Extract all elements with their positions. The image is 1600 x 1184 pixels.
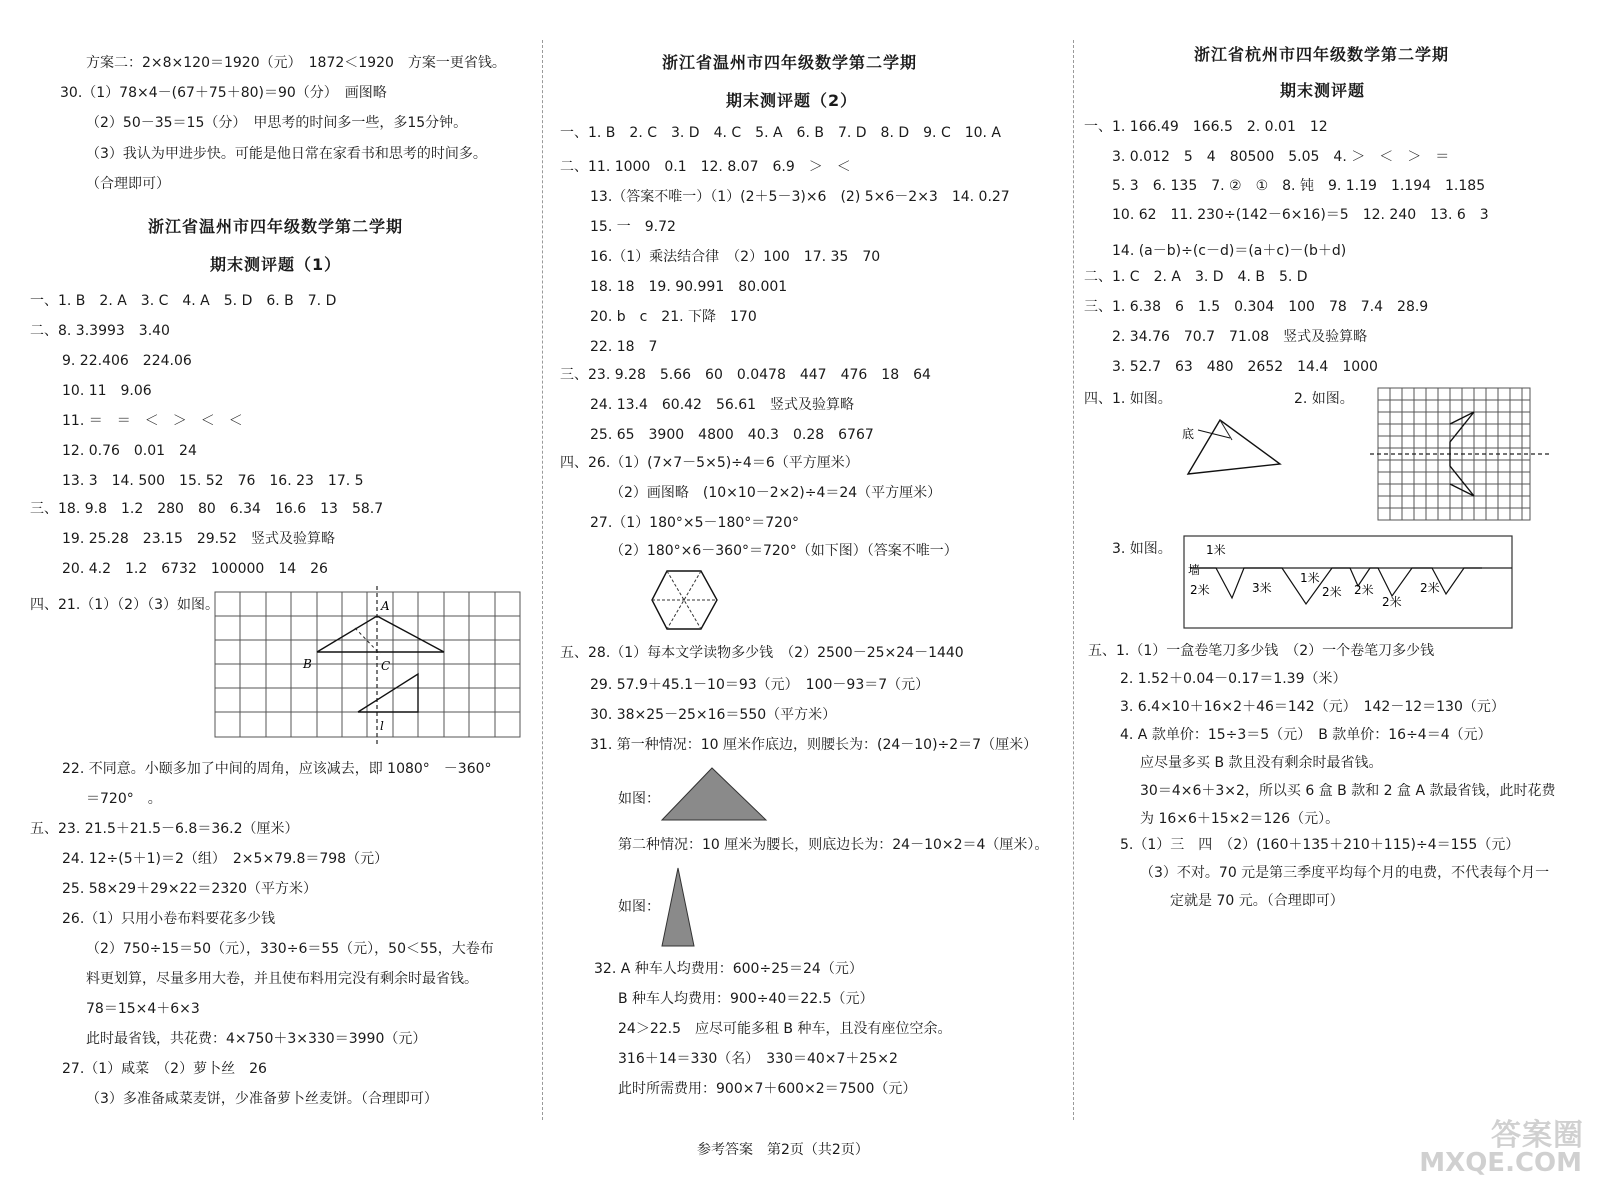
answer-line: 2. 34.76 70.7 71.08 竖式及验算略 [1112, 329, 1368, 345]
answer-line: 一、1. B 2. C 3. D 4. C 5. A 6. B 7. D 8. D 9. C 10. A [560, 125, 1002, 141]
section-subtitle: 期末测评题（2） [726, 91, 858, 110]
answer-line: 应尽量多买 B 款且没有剩余时最省钱。 [1140, 755, 1383, 771]
watermark-logo: 答案圈 [1491, 1118, 1584, 1153]
answer-line: 为 16×6＋15×2＝126（元）。 [1140, 811, 1340, 827]
answer-line: 32. A 种车人均费用：600÷25＝24（元） [594, 961, 863, 977]
two-meter-label: 2米 [1190, 583, 1210, 597]
two-meter-label: 2米 [1382, 595, 1402, 609]
answer-line: 20. b c 21. 下降 170 [590, 309, 757, 325]
answer-line: 四、21.（1）（2）（3）如图。 [30, 597, 219, 613]
three-meter-label: 3米 [1252, 581, 1272, 595]
answer-line: 二、1. C 2. A 3. D 4. B 5. D [1084, 269, 1308, 285]
answer-line: 3. 52.7 63 480 2652 14.4 1000 [1112, 359, 1378, 375]
answer-line: 一、1. B 2. A 3. C 4. A 5. D 6. B 7. D [30, 293, 337, 309]
answer-line: 29. 57.9＋45.1－10＝93（元） 100－93＝7（元） [590, 677, 930, 693]
point-label-b: B [303, 657, 312, 671]
two-meter-label: 2米 [1420, 581, 1440, 595]
answer-line: （3）不对。70 元是第三季度平均每个月的电费，不代表每个月一 [1140, 865, 1550, 881]
answer-line: 如图： [618, 899, 660, 915]
answer-line: 5. 3 6. 135 7. ② ① 8. 钝 9. 1.19 1.194 1.185 [1112, 178, 1486, 194]
answer-line: 第二种情况：10 厘米为腰长，则底边长为：24－10×2＝4（厘米）。 [618, 837, 1049, 853]
answer-line: 20. 4.2 1.2 6732 100000 14 26 [62, 561, 328, 577]
hexagon-figure [650, 568, 720, 634]
one-meter-label: 1米 [1300, 571, 1320, 585]
answer-line: 24. 12÷(5＋1)＝2（组） 2×5×79.8＝798（元） [62, 851, 389, 867]
answer-line: 30. 38×25－25×16＝550（平方米） [590, 707, 837, 723]
answer-line: 3. 0.012 5 4 80500 5.05 4. ＞ ＜ ＞ ＝ [1112, 149, 1450, 165]
answer-line: 30＝4×6＋3×2，所以买 6 盒 B 款和 2 盒 A 款最省钱，此时花费 [1140, 783, 1556, 799]
answer-line: 30.（1）78×4－(67＋75＋80)＝90（分） 画图略 [60, 85, 387, 101]
answer-line: 26.（1）只用小卷布料要花多少钱 [62, 911, 276, 927]
answer-line: 10. 62 11. 230÷(142－6×16)＝5 12. 240 13. 6 3 [1112, 207, 1489, 223]
point-label-c: C [381, 659, 391, 673]
base-label: 底 [1182, 427, 1195, 441]
isosceles-triangle-tall [660, 866, 700, 950]
answer-line: 定就是 70 元。（合理即可） [1170, 893, 1344, 909]
answer-line: （2）750÷15＝50（元），330÷6＝55（元），50＜55，大卷布 [86, 941, 494, 957]
path-wall-figure [1182, 534, 1514, 630]
answer-line: 9. 22.406 224.06 [62, 353, 192, 369]
answer-line: （合理即可） [86, 176, 170, 192]
answer-line: 料更划算，尽量多用大卷，并且使布料用完没有剩余时最省钱。 [86, 971, 478, 987]
column-3 [1082, 0, 1600, 1160]
point-label-a: A [381, 599, 390, 613]
column-2 [550, 0, 1070, 1160]
section-title: 浙江省温州市四年级数学第二学期 [662, 53, 918, 72]
isosceles-triangle-wide [660, 766, 770, 824]
answer-line: 五、23. 21.5＋21.5－6.8＝36.2（厘米） [30, 821, 299, 837]
answer-line: 22. 不同意。小颐多加了中间的周角，应该减去，即 1080° －360° [62, 761, 492, 777]
answer-line: 4. A 款单价：15÷3＝5（元） B 款单价：16÷4＝4（元） [1120, 727, 1492, 743]
answer-line: 二、8. 3.3993 3.40 [30, 323, 170, 339]
answer-line: 3. 如图。 [1112, 541, 1172, 557]
answer-line: 方案二：2×8×120＝1920（元） 1872＜1920 方案一更省钱。 [86, 55, 506, 71]
answer-line: （3）我认为甲进步快。可能是他日常在家看书和思考的时间多。 [86, 146, 487, 162]
section-title: 浙江省温州市四年级数学第二学期 [148, 217, 404, 236]
answer-line: 五、28.（1）每本文学读物多少钱 （2）2500－25×24－1440 [560, 645, 964, 661]
answer-line: 三、18. 9.8 1.2 280 80 6.34 16.6 13 58.7 [30, 501, 384, 517]
answer-line: 10. 11 9.06 [62, 383, 152, 399]
answer-line: 四、26.（1）(7×7－5×5)÷4＝6（平方厘米） [560, 455, 859, 471]
answer-line: 27.（1）180°×5－180°＝720° [590, 515, 799, 531]
answer-line: 一、1. 166.49 166.5 2. 0.01 12 [1084, 119, 1328, 135]
answer-line: 27.（1）咸菜 （2）萝卜丝 26 [62, 1061, 267, 1077]
answer-line: 14. (a－b)÷(c－d)＝(a＋c)－(b＋d) [1112, 243, 1347, 259]
symmetry-grid-figure [215, 592, 525, 752]
answer-line: 19. 25.28 23.15 29.52 竖式及验算略 [62, 531, 335, 547]
answer-line: 18. 18 19. 90.991 80.001 [590, 279, 788, 295]
axis-label-l: l [380, 719, 384, 733]
answer-line: （2）画图略 (10×10－2×2)÷4＝24（平方厘米） [610, 485, 942, 501]
triangle-height-figure [1182, 416, 1292, 478]
answer-line: 31. 第一种情况：10 厘米作底边，则腰长为：(24－10)÷2＝7（厘米） [590, 737, 1038, 753]
wall-label: 墙 [1188, 563, 1201, 577]
answer-line: 25. 65 3900 4800 40.3 0.28 6767 [590, 427, 874, 443]
answer-line: 五、1.（1）一盒卷笔刀多少钱 （2）一个卷笔刀多少钱 [1088, 643, 1435, 659]
answer-line: 二、11. 1000 0.1 12. 8.07 6.9 ＞ ＜ [560, 159, 851, 175]
page-footer: 参考答案 第2页（共2页） [697, 1142, 869, 1158]
column-1 [0, 0, 540, 1160]
answer-line: 如图： [618, 791, 660, 807]
answer-line: 15. 一 9.72 [590, 219, 676, 235]
answer-line: 此时最省钱，共花费：4×750＋3×330＝3990（元） [86, 1031, 427, 1047]
answer-line: 12. 0.76 0.01 24 [62, 443, 197, 459]
answer-line: 316＋14＝330（名） 330＝40×7＋25×2 [618, 1051, 898, 1067]
answer-line: 78＝15×4＋6×3 [86, 1001, 200, 1017]
answer-line: （2）50－35＝15（分） 甲思考的时间多一些，多15分钟。 [86, 115, 468, 131]
column-divider-2 [1073, 40, 1074, 1120]
answer-line: 三、1. 6.38 6 1.5 0.304 100 78 7.4 28.9 [1084, 299, 1429, 315]
answer-line: 四、1. 如图。 [1084, 391, 1172, 407]
answer-line: 此时所需费用：900×7＋600×2＝7500（元） [618, 1081, 917, 1097]
answer-line: 16.（1）乘法结合律 （2）100 17. 35 70 [590, 249, 881, 265]
answer-line: （2）180°×6－360°＝720°（如下图）（答案不唯一） [610, 543, 958, 559]
answer-line: 2. 如图。 [1294, 391, 1354, 407]
two-meter-label: 2米 [1354, 583, 1374, 597]
section-title: 浙江省杭州市四年级数学第二学期 [1194, 45, 1450, 64]
answer-line: 2. 1.52＋0.04－0.17＝1.39（米） [1120, 671, 1347, 687]
axis-grid-figure [1370, 386, 1560, 526]
answer-line: ＝720° 。 [86, 791, 162, 807]
answer-line: 13.（答案不唯一）（1）(2＋5－3)×6 (2) 5×6－2×3 14. 0.27 [590, 189, 1010, 205]
one-meter-label: 1米 [1206, 543, 1226, 557]
answer-line: 22. 18 7 [590, 339, 658, 355]
answer-line: 三、23. 9.28 5.66 60 0.0478 447 476 18 64 [560, 367, 931, 383]
answer-line: 24. 13.4 60.42 56.61 竖式及验算略 [590, 397, 855, 413]
answer-line: 13. 3 14. 500 15. 52 76 16. 23 17. 5 [62, 473, 364, 489]
column-divider-1 [542, 40, 543, 1120]
answer-line: 3. 6.4×10＋16×2＋46＝142（元） 142－12＝130（元） [1120, 699, 1505, 715]
answer-line: 25. 58×29＋29×22＝2320（平方米） [62, 881, 318, 897]
answer-line: 11. ＝ ＝ ＜ ＞ ＜ ＜ [62, 413, 243, 429]
section-subtitle: 期末测评题 [1280, 81, 1366, 100]
answer-line: 5.（1）三 四 （2）(160＋135＋210＋115)÷4＝155（元） [1120, 837, 1520, 853]
answer-line: 24＞22.5 应尽可能多租 B 种车，且没有座位空余。 [618, 1021, 952, 1037]
watermark-url: MXQE.COM [1419, 1148, 1582, 1178]
two-meter-label: 2米 [1322, 585, 1342, 599]
answer-line: （3）多准备咸菜麦饼，少准备萝卜丝麦饼。（合理即可） [86, 1091, 438, 1107]
section-subtitle: 期末测评题（1） [210, 255, 342, 274]
answer-line: B 种车人均费用：900÷40＝22.5（元） [618, 991, 874, 1007]
